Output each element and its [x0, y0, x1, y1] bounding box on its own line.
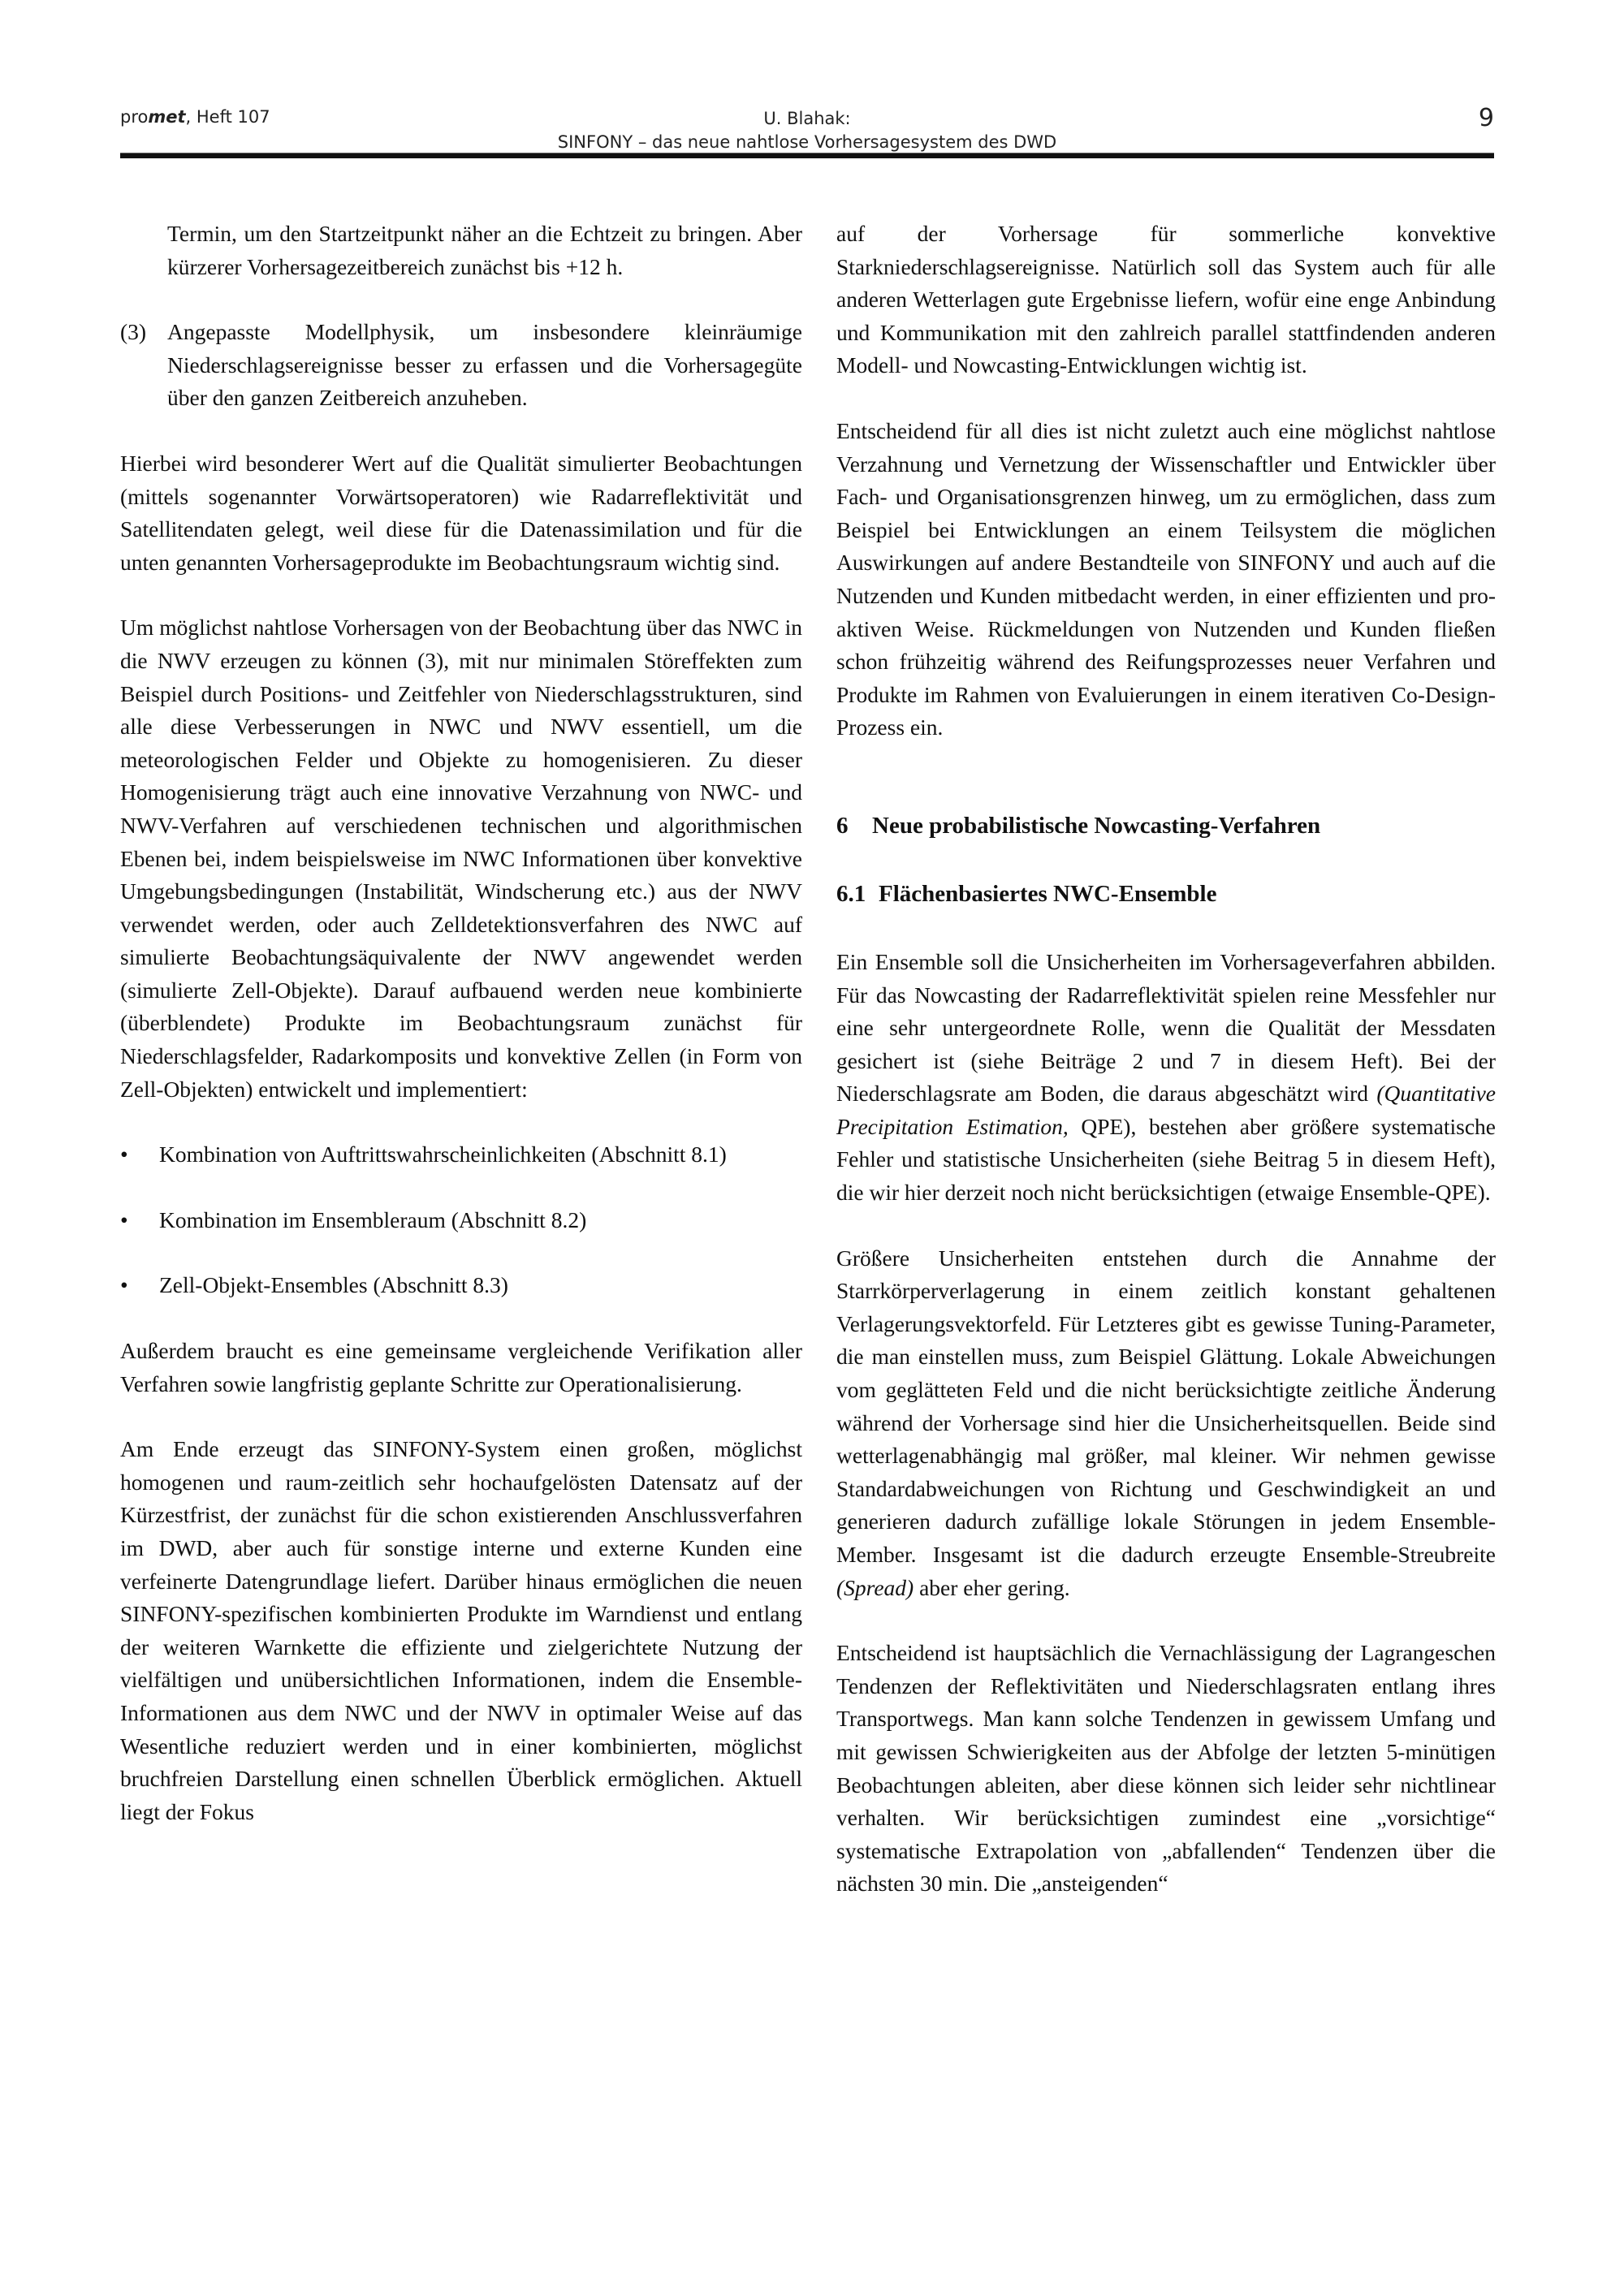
paragraph: Außerdem braucht es eine gemeinsame vergleichende Verifikation aller Verfahren sowie langfristig geplante Schritte zur Operationalisierung. [120, 1338, 802, 1396]
running-header [120, 104, 1494, 158]
header-rule [120, 153, 1494, 158]
bullet-item [120, 1269, 802, 1302]
paragraph: Am Ende erzeugt das SINFONY-System einen großen, möglichst homogenen und raum-zeitlich sehr hochaufgelösten Datensatz auf der Kürzestfrist, der zunächst für die schon existierenden Anschlussverfahren im DWD, aber auch für sonstige interne und externe Kunden eine verfeinerte Datengrundlage liefert. Darüber hinaus ermöglichen die neuen SINFONY-spezifischen kombinierten Produkte im Warndienst und entlang der weiteren Warnkette die effiziente und zielgerichtete Nutzung der vielfältigen und unübersichtlichen Informationen, indem die Ensemble-Informationen aus dem NWC und der NWV in optimaler Weise auf das Wesentliche reduziert werden und in einer kombinierten, möglichst bruchfreien Darstellung einen schnellen Überblick ermöglichen. Aktuell liegt der Fokus [120, 1436, 802, 1824]
section-heading [836, 809, 1496, 842]
list-item-number: (3) [120, 319, 147, 345]
list-item-2-continuation: Termin, um den Startzeitpunkt näher an die Echtzeit zu bringen. Aber kürzerer Vorhersagezeitbereich zunächst bis +12 h. [167, 221, 802, 279]
paragraph [836, 946, 1496, 1210]
paragraph: Hierbei wird besonderer Wert auf die Qualität simulierter Beobachtungen (mittels sogenannter Vorwärtsoperatoren) wie Radarreflektivität und Satellitendaten gelegt, weil diese für die Datenassimilation und für die unten genannten Vorhersageprodukte im Beobachtungsraum wichtig sind. [120, 450, 802, 575]
journal-bold: met [148, 107, 186, 127]
article-title: SINFONY – das neue nahtlose Vorhersagesystem des DWD [557, 132, 1057, 152]
bullet-icon: • [120, 1272, 128, 1298]
bullet-text: Kombination im Ensembleraum (Abschnitt 8.2) [159, 1206, 587, 1232]
list-item-3 [120, 316, 802, 415]
bullet-text: Kombination von Auftrittswahrscheinlichkeiten (Abschnitt 8.1) [159, 1142, 727, 1167]
section-title: Neue probabilistische Nowcasting-Verfahren [872, 812, 1321, 839]
paragraph [836, 1242, 1496, 1605]
subsection-heading [836, 878, 1496, 910]
text-run: QPE), bestehen aber größere systematische Fehler und statistische Unsicherheiten (siehe Beitrag 5 in diesem Heft), die wir hier derzeit noch nicht berücksichtigen (etwaige Ensemble-QPE). [836, 1113, 1497, 1206]
bullet-item [120, 1138, 802, 1172]
journal-suffix: , Heft 107 [185, 107, 270, 127]
bullet-icon: • [120, 1142, 128, 1167]
bullet-item [120, 1204, 802, 1237]
text-run: aber eher gering. [914, 1574, 1070, 1600]
paragraph: Entscheidend ist hauptsächlich die Vernachlässigung der Lagrangeschen Tendenzen der Reflektivitäten und Niederschlagsraten entlang ihres Transportwegs. Man kann solche Tendenzen in gewissem Umfang und mit gewissen Schwierigkeiten aus der Abfolge der letzten 5-minütigen Beobachtungen ableiten, aber diese können sich leider sehr nichtlinear verhalten. Wir berücksichtigen zumindest eine „vorsichtige“ systematische Extrapolation von „abfallenden“ Tendenzen über die nächsten 30 min. Die „ansteigenden“ [836, 1640, 1496, 1897]
text-run: Ein Ensemble soll die Unsicherheiten im Vorhersageverfahren abbilden. Für das Nowcasting der Radarreflektivität spielen reine Messfehler nur eine sehr untergeordnete Rolle, wenn die Qualität der Messdaten gesichert ist (siehe Beiträge 2 und 7 in diesem Heft). Bei der Niederschlagsrate am Boden, die daraus abgeschätzt wird [836, 948, 1496, 1107]
left-column [120, 218, 802, 1861]
subsection-number: 6.1 [836, 880, 866, 907]
subsection-title: Flächenbasiertes NWC-Ensemble [879, 880, 1217, 907]
italic-term: (Quantitative Precipitation Estimation, [836, 1081, 1496, 1139]
list-item-text: Angepasste Modellphysik, um insbesondere kleinräumige Niederschlagsereignisse besser zu erfassen und die Vorhersagegüte über den ganzen Zeitbereich anzuheben. [167, 319, 802, 411]
author: U. Blahak: [763, 109, 851, 128]
paragraph: Um möglichst nahtlose Vorhersagen von der Beobachtung über das NWC in die NWV erzeugen zu können (3), mit nur minimalen Störeffekten zum Beispiel durch Positions- und Zeitfehler von Niederschlagsstrukturen, sind alle diese Verbesserungen in NWC und NWV essentiell, um die meteorologischen Felder und Objekte zu homogenisieren. Zu dieser Homogenisierung trägt auch eine innovative Verzahnung von NWC- und NWV-Verfahren auf verschiedenen technischen und algorithmischen Ebenen bei, indem beispielsweise im NWC Informationen über konvektive Umgebungsbedingungen (Instabilität, Windscherung etc.) aus der NWV verwendet werden, oder auch Zelldetektionsverfahren des NWC auf simulierte Beobachtungsäquivalente der NWV angewendet werden (simulierte Zell-Objekte). Darauf aufbauend werden neue kombinierte (überblendete) Produkte im Beobachtungsraum zunächst für Niederschlagsfelder, Radarkomposits und konvektive Zellen (in Form von Zell-Objekten) entwickelt und implementiert: [120, 615, 802, 1102]
text-run: Größere Unsicherheiten entstehen durch die Annahme der Starrkörperverlagerung in einem zeitlich konstant gehaltenen Verlagerungsvektorfeld. Für Letzteres gibt es gewisse Tuning-Parameter, die man einstellen muss, zum Beispiel Glättung. Lokale Abweichungen vom geglätteten Feld und die nicht berücksichtigte zeitliche Änderung während der Vorhersage sind hier die Unsicherheitsquellen. Beide sind wetterlagenabhängig mal größer, mal kleiner. Wir nehmen gewisse Standardabweichungen von Richtung und Geschwindigkeit an und generieren dadurch zufällige lokale Störungen in jedem Ensemble-Member. Insgesamt ist die dadurch erzeugte Ensemble-Streubreite [836, 1245, 1496, 1567]
journal-prefix: pro [120, 107, 149, 127]
right-column [836, 218, 1496, 1933]
paragraph: Entscheidend für all dies ist nicht zuletzt auch eine möglichst nahtlose Verzahnung und Vernetzung der Wissenschaftler und Entwickler über Fach- und Organisationsgrenzen hinweg, um zu ermöglichen, dass zum Beispiel bei Entwicklungen an einem Teilsystem die möglichen Auswirkungen auf andere Bestandteile von SINFONY und auch auf die Nutzenden und Kunden mitbedacht werden, in einer effizienten und pro-aktiven Weise. Rückmeldungen von Nutzenden und Kunden fließen schon frühzeitig während des Reifungsprozesses neuer Verfahren und Produkte im Rahmen von Evaluierungen in einem iterativen Co-Design-Prozess ein. [836, 417, 1496, 740]
page-number: 9 [1478, 104, 1494, 132]
section-number: 6 [836, 812, 849, 839]
paragraph: auf der Vorhersage für sommerliche konvektive Starkniederschlagsereignisse. Natürlich soll das System auch für alle anderen Wetterlagen gute Ergebnisse liefern, wofür eine enge Anbindung und Kommunikation mit den zahlreich parallel stattfindenden anderen Modell- und Nowcasting-Entwicklungen wichtig ist. [836, 221, 1496, 378]
article-info [120, 107, 1494, 154]
italic-term: (Spread) [836, 1574, 914, 1600]
bullet-text: Zell-Objekt-Ensembles (Abschnitt 8.3) [159, 1272, 508, 1298]
bullet-icon: • [120, 1206, 128, 1232]
